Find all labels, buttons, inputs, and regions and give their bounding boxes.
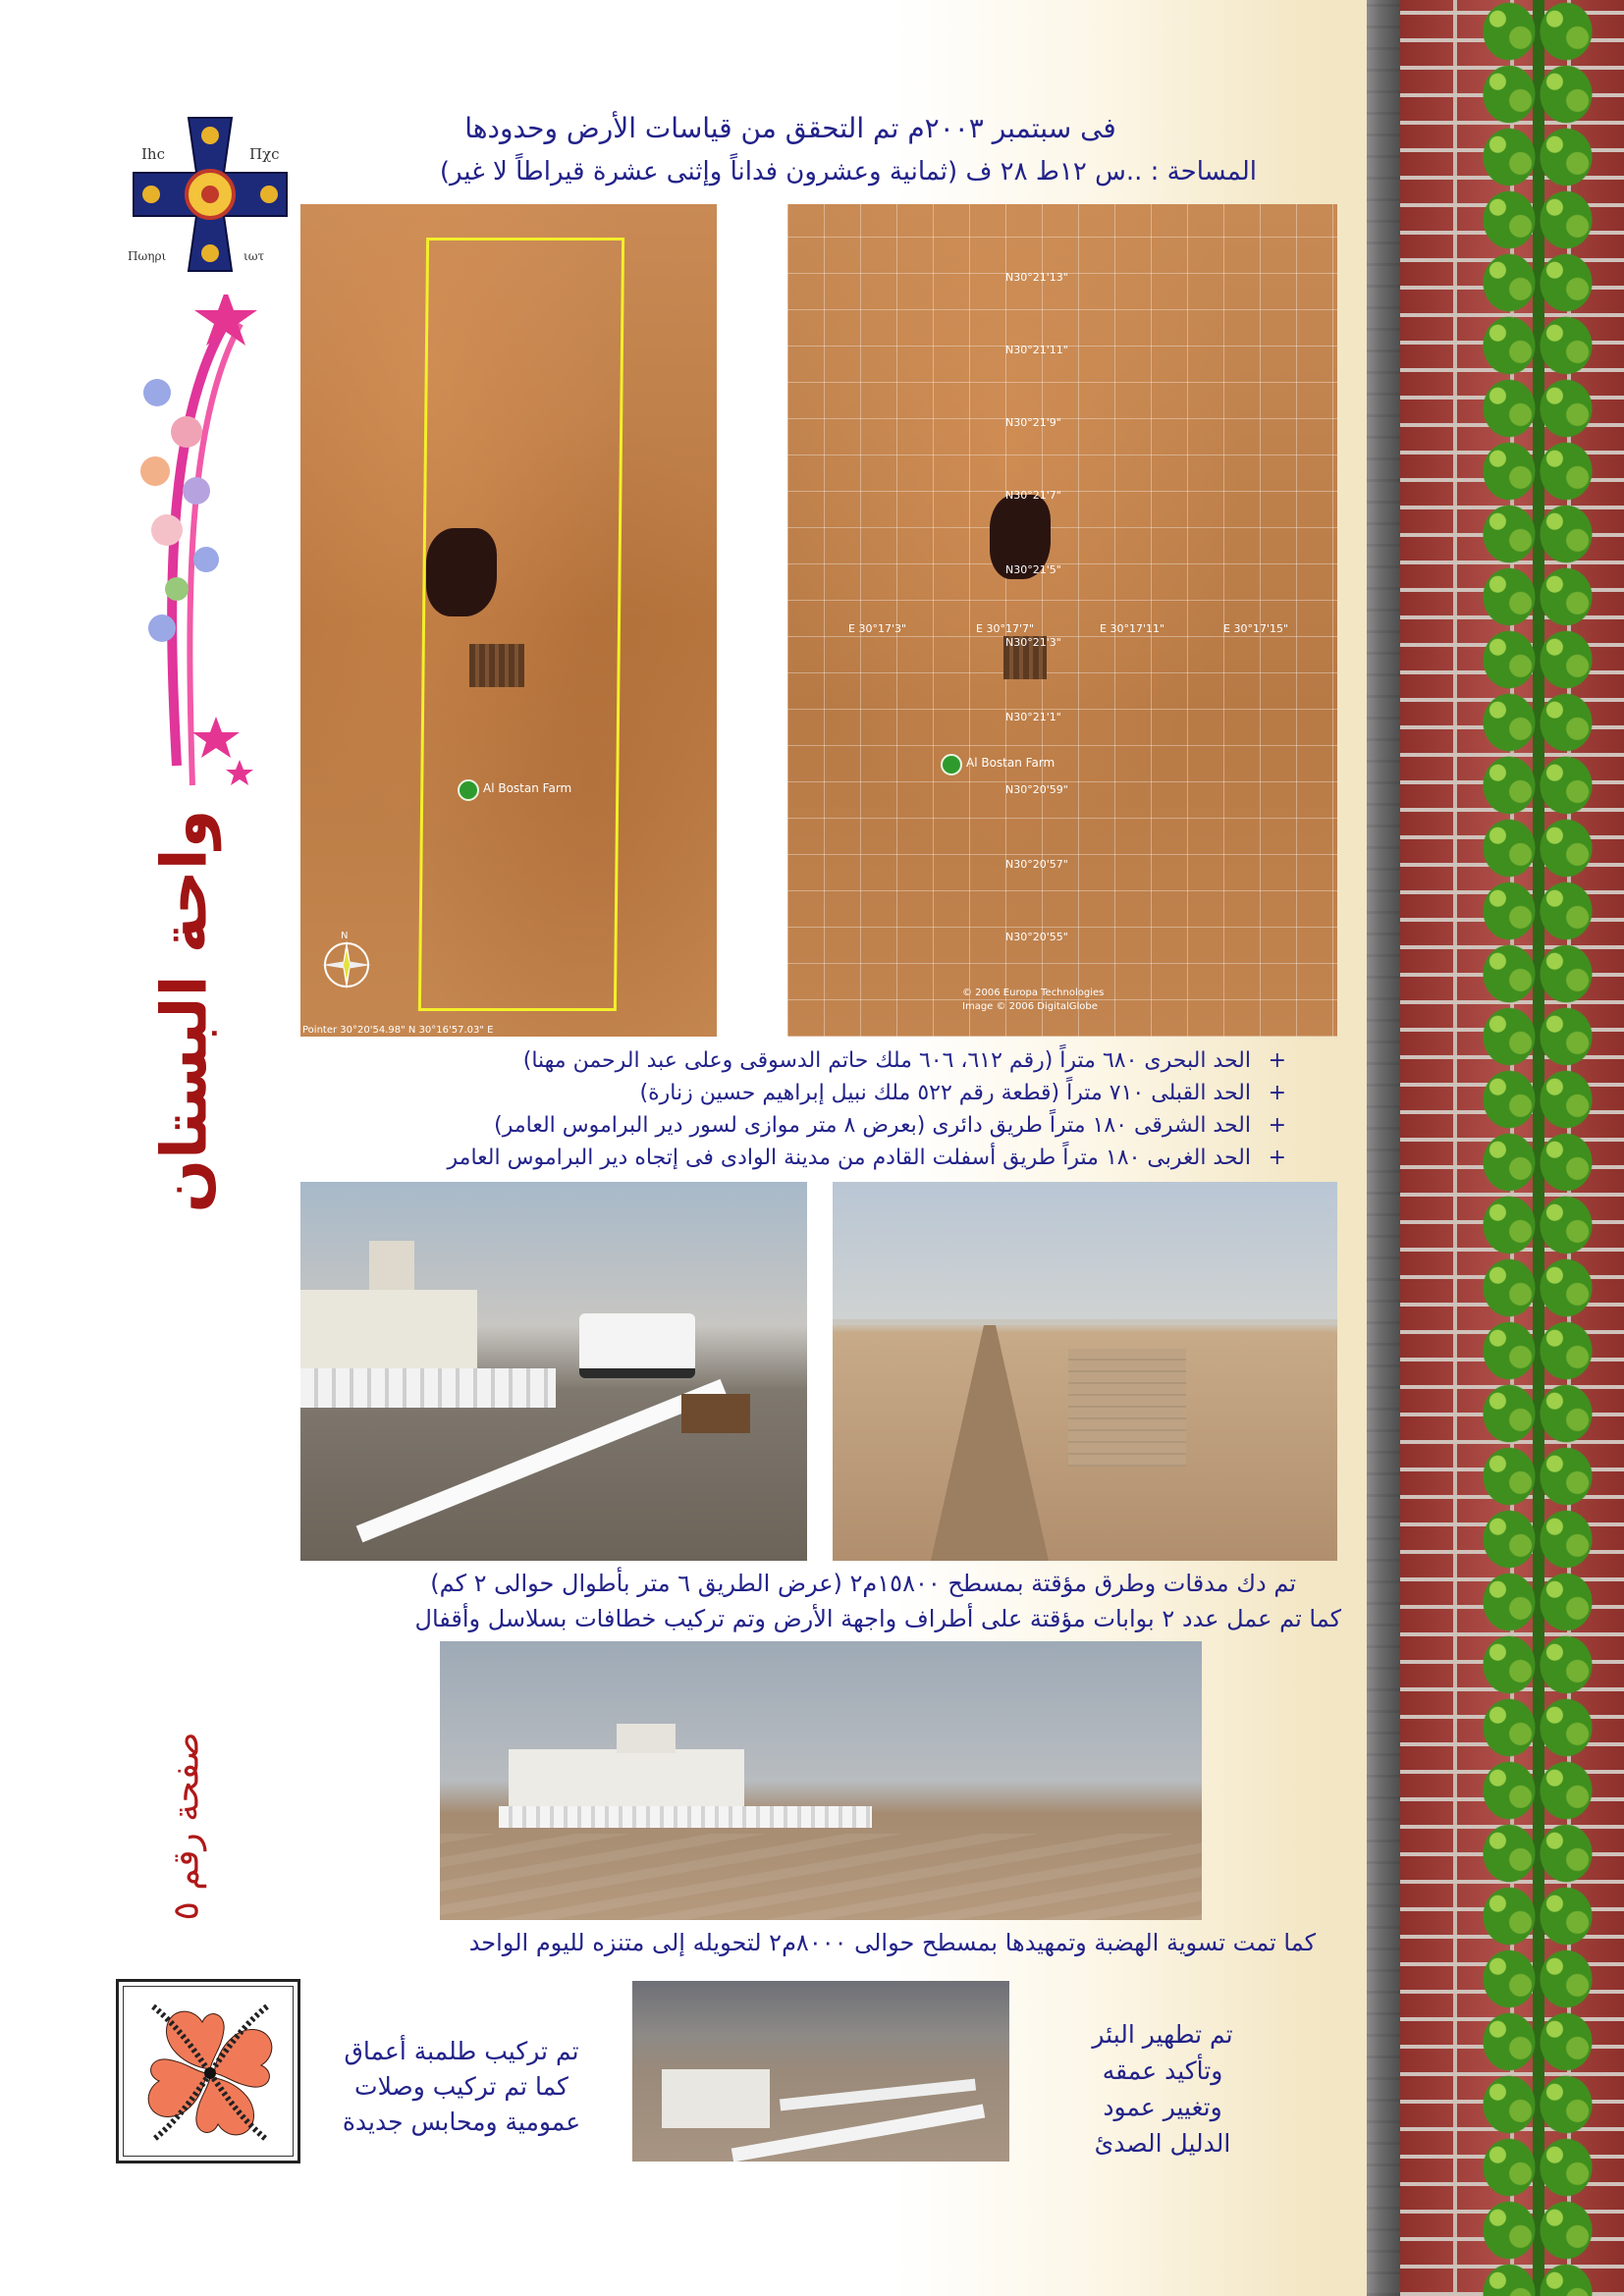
pit-feature <box>426 528 497 616</box>
caption-well <box>1045 2016 1280 2162</box>
photo-wall-construction <box>632 1981 1009 2162</box>
compass-icon <box>312 931 381 999</box>
lat-label: N30°20'57" <box>1005 858 1068 871</box>
cross-text-tr: Πχc <box>249 145 280 163</box>
lon-label: E 30°17'7" <box>976 622 1035 635</box>
list-item: + الحد الشرقى ١٨٠ متراً طريق دائرى (بعرض ٨ متر موازى لسور دير البراموس العامر) <box>314 1109 1296 1142</box>
satellite-photo-left <box>300 204 717 1037</box>
lat-label: N30°21'7" <box>1005 489 1061 502</box>
caption-pump-line: عمومية ومحابس جديدة <box>342 2108 581 2136</box>
caption-well-line: الدليل الصدئ <box>1094 2129 1231 2158</box>
imagery-credit: © 2006 Europa Technologies <box>962 988 1105 998</box>
pin-label: Al Bostan Farm <box>483 781 572 795</box>
lon-label: E 30°17'15" <box>1223 622 1289 635</box>
caption-roads-line-1: تم دك مدقات وطرق مؤقتة بمسطح ١٥٨٠٠م٢ (عرض الطريق ٦ متر بأطوال حوالى ٢ كم) <box>430 1570 1296 1597</box>
cross-text-bl: Πωηρι <box>128 249 167 263</box>
lon-label: E 30°17'11" <box>1100 622 1165 635</box>
lat-label: N30°21'13" <box>1005 271 1068 284</box>
list-item: + الحد القبلى ٧١٠ متراً (قطعة رقم ٥٢٢ ملك نبيل إبراهيم حسين زنارة) <box>314 1077 1296 1109</box>
cross-text-tl: Ihc <box>141 145 165 163</box>
imagery-credit: Image © 2006 DigitalGlobe <box>962 1001 1098 1012</box>
caption-well-line: وتغيير عمود <box>1103 2093 1222 2121</box>
parcel-outline <box>418 238 624 1011</box>
stone-border <box>1367 0 1400 2296</box>
list-item: + الحد الغربى ١٨٠ متراً طريق أسفلت القادم من مدينة الوادى فى إتجاه دير البراموس العامر <box>314 1142 1296 1174</box>
location-pin-icon[interactable] <box>941 754 962 775</box>
photo-house-plateau <box>440 1641 1202 1920</box>
lat-label: N30°21'3" <box>1005 636 1061 649</box>
caption-pump <box>314 2034 609 2140</box>
structure-feature <box>469 644 524 687</box>
location-pin-icon[interactable] <box>458 779 479 801</box>
caption-roads-line-2: كما تم عمل عدد ٢ بوابات مؤقتة على أطراف واجهة الأرض وتم تركيب خطافات بسلاسل وأقفال <box>414 1605 1341 1632</box>
flowers-and-stars-decoration <box>137 294 275 805</box>
side-title: واحة البستان <box>148 809 221 1213</box>
lat-label: N30°21'11" <box>1005 344 1068 356</box>
pin-label: Al Bostan Farm <box>966 756 1056 770</box>
lat-label: N30°21'1" <box>1005 711 1061 723</box>
lat-label: N30°21'5" <box>1005 563 1061 576</box>
lat-label: N30°20'59" <box>1005 783 1068 796</box>
caption-well-line: وتأكيد عمقه <box>1102 2056 1223 2085</box>
svg-text:N: N <box>341 931 349 941</box>
photo-bus-and-road <box>300 1182 807 1561</box>
caption-pump-line: كما تم تركيب وصلات <box>354 2072 568 2101</box>
lat-label: N30°20'55" <box>1005 931 1068 943</box>
photo-dirt-road-wall <box>833 1182 1337 1561</box>
heading-line-1: فى سبتمبر ٢٠٠٣م تم التحقق من قياسات الأرض وحدودها <box>464 112 1116 144</box>
caption-well-line: تم تطهير البئر <box>1092 2020 1233 2049</box>
satellite-photo-right <box>787 204 1337 1037</box>
caption-plateau: كما تمت تسوية الهضبة وتمهيدها بمسطح حوالى ٨٠٠٠م٢ لتحويله إلى متنزه لليوم الواحد <box>468 1929 1316 1956</box>
lat-label: N30°21'9" <box>1005 416 1061 429</box>
boundaries-list <box>314 1044 1296 1174</box>
cross-text-br: ιωτ <box>244 249 265 263</box>
coptic-cross-icon <box>114 116 306 273</box>
pointer-coordinates: Pointer 30°20'54.98" N 30°16'57.03" E <box>302 1025 494 1036</box>
caption-pump-line: تم تركيب طلمبة أعماق <box>344 2037 579 2065</box>
hearts-logo-icon <box>116 1979 300 2163</box>
heading-line-2: المساحة : ..س ١٢ط ٢٨ ف (ثمانية وعشرون فداناً وإثنى عشرة قيراطاً لا غير) <box>439 157 1257 187</box>
page-number: صفحة رقم ٥ <box>166 1731 207 1921</box>
ivy-vine-border <box>1481 0 1597 2296</box>
list-item: + الحد البحرى ٦٨٠ متراً (رقم ٦١٢، ٦٠٦ ملك حاتم الدسوقى وعلى عبد الرحمن مهنا) <box>314 1044 1296 1077</box>
lon-label: E 30°17'3" <box>848 622 907 635</box>
